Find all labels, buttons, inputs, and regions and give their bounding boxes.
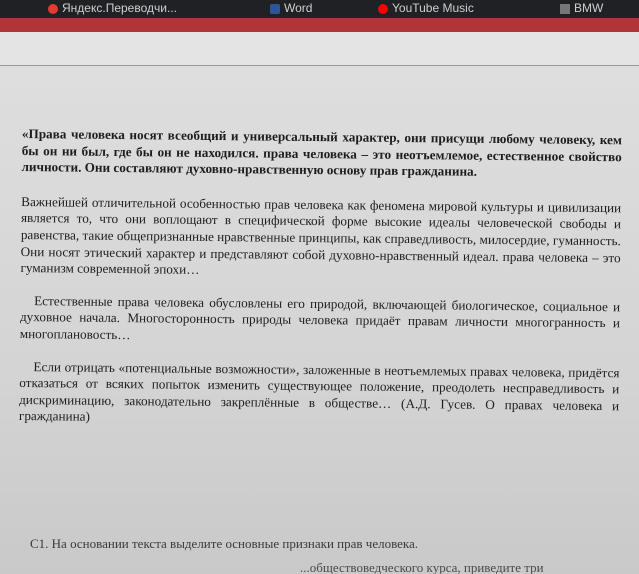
- paragraph-2: Важнейшей отличительной особенностью прав человека как феномена мировой культуры и цивилизации является то, что они воплощают в специфической форме высокие идеалы человеческой свободы и равенства, такие общепризнанные нравственные принципы, как справедливость, милосердие, гуманность. Они носят этический характер и представляют собой духовно-нравственный идеал. права человека – это гуманизм современной эпохи…: [20, 193, 622, 278]
- truncated-line: ...обществоведческого курса, приведите три: [300, 560, 544, 574]
- paragraph-1: «Права человека носят всеобщий и универсальный характер, они присущи любому человеку, кем бы он ни был, где бы он не находился. права человека – это неотъемлемое, естественное свойство личности. Они составляют духовно-нравственную основу прав гражданина.: [21, 126, 622, 179]
- youtube-music-icon: [378, 3, 388, 13]
- paragraph-3: Естественные права человека обусловлены его природой, включающей биологическое, социальное и духовное начала. Многосторонность природы человека придаёт правам личности многогранность и многоплановость…: [19, 292, 621, 343]
- document-page: [0, 66, 639, 574]
- bookmark-icon: [560, 3, 570, 13]
- tab-yandex-translate[interactable]: [48, 1, 177, 15]
- browser-tab-bar: [0, 0, 639, 18]
- tab-bookmark[interactable]: [560, 1, 603, 15]
- tab-label: YouTube Music: [392, 1, 474, 15]
- tab-word[interactable]: [270, 1, 312, 15]
- tab-youtube-music[interactable]: [378, 1, 474, 15]
- document-toolbar: [0, 32, 639, 66]
- word-icon: [270, 3, 280, 13]
- tab-label: BMW: [574, 1, 604, 15]
- tab-label: Яндекс.Переводчи...: [62, 1, 177, 15]
- yandex-icon: [48, 3, 58, 13]
- tab-label: Word: [284, 1, 313, 15]
- paragraph-4: Если отрицать «потенциальные возможности», заложенные в неотъемлемых правах человека, придётся отказаться от всяких попыток изменить существующее положение, преодолеть несправедливость и дискриминацию, законодательно закреплённые в обществе… (А.Д. Гусев. О правах человека и гражданина): [18, 358, 620, 425]
- question-c1: С1. На основании текста выделите основные признаки прав человека.: [30, 536, 419, 551]
- browser-accent-strip: [0, 18, 639, 32]
- document-text: [19, 126, 622, 447]
